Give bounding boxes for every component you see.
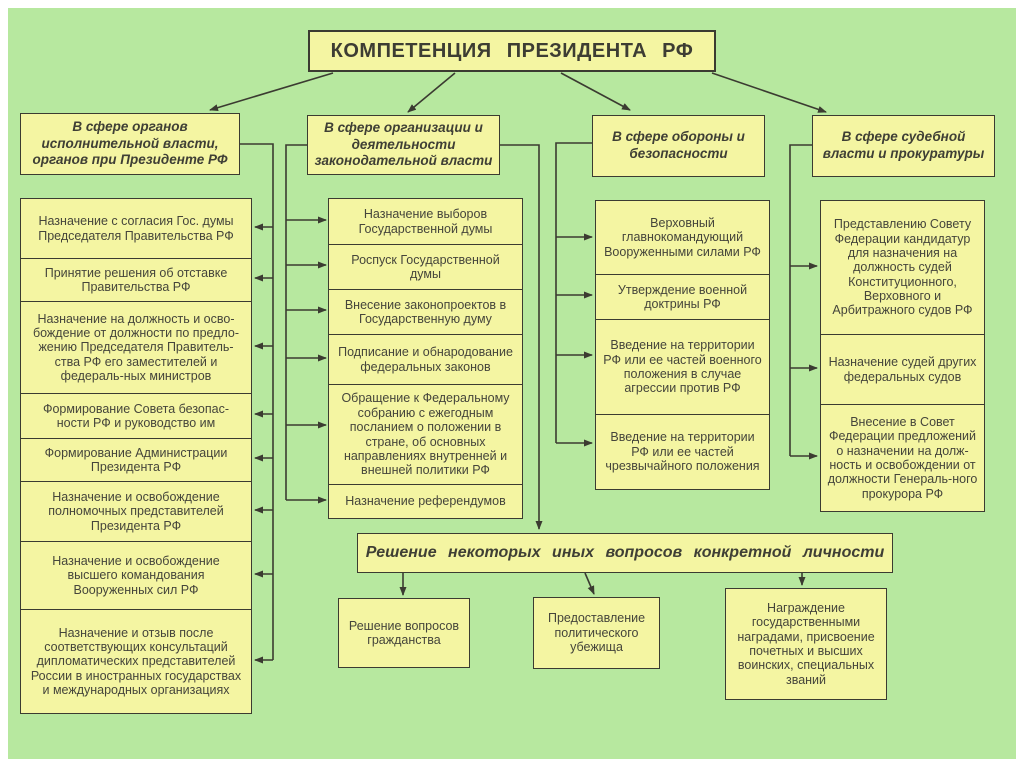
column-2-item: Обращение к Федеральному собранию с ежегодным посланием о положении в стране, об основных направлениях внутренней и внешней политики РФ xyxy=(329,384,522,484)
column-2-item: Назначение референдумов xyxy=(329,484,522,518)
column-2-item: Подписание и обнародование федеральных законов xyxy=(329,334,522,384)
column-3-header: В сфере обороны и безопасности xyxy=(592,115,765,177)
column-1-items xyxy=(20,198,252,714)
column-1-header: В сфере органов исполнительной власти, органов при Президенте РФ xyxy=(20,113,240,175)
column-1-item: Формирование Администрации Президента РФ xyxy=(21,438,251,481)
bottom-item-citizenship: Решение вопросов гражданства xyxy=(338,598,470,668)
column-1-item: Назначение и освобождение полномочных представителей Президента РФ xyxy=(21,481,251,541)
column-2-item: Назначение выборов Государственной думы xyxy=(358,207,493,236)
column-4-items xyxy=(820,200,985,512)
bottom-item-asylum: Предоставление политического убежища xyxy=(533,597,660,669)
column-4-item: Внесение в Совет Федерации предложений о назначении на долж-ность и освобождении от должности Генераль-ного прокурора РФ xyxy=(821,404,984,511)
banner-other-questions: Решение некоторых иных вопросов конкретной личности xyxy=(357,533,893,573)
column-3-item: Введение на территории РФ или ее частей чрезвычайного положения xyxy=(596,414,769,489)
column-1-item: Принятие решения об отставке Правительства РФ xyxy=(21,258,251,301)
column-4-header: В сфере судебной власти и прокуратуры xyxy=(812,115,995,177)
column-4-item: Представлению Совету Федерации кандидатур для назначения на должность судей Конституционного, Верховного и Арбитражного судов РФ xyxy=(832,217,973,318)
column-3-item: Введение на территории РФ или ее частей военного положения в случае агрессии против РФ xyxy=(596,319,769,414)
bottom-item-awards: Награждение государственными наградами, присвоение почетных и высших воинских, специальных званий xyxy=(725,588,887,700)
column-1-item: Формирование Совета безопас-ности РФ и руководство им xyxy=(21,393,251,438)
column-3-items xyxy=(595,200,770,490)
column-1-item: Назначение и отзыв после соответствующих консультаций дипломатических представителей России в иностранных государствах и международных организациях xyxy=(21,609,251,713)
column-3-item: Утверждение военной доктрины РФ xyxy=(596,274,769,319)
column-4-item: Назначение судей других федеральных судов xyxy=(821,334,984,404)
column-1-item: Назначение на должность и осво-бождение от должности по предло-жению Председателя Правитель-ства РФ его заместителей и федераль-ных министров xyxy=(21,301,251,393)
column-2-item: Роспуск Государственной думы xyxy=(329,244,522,289)
column-2-header: В сфере организации и деятельности законодательной власти xyxy=(307,115,500,175)
column-1-item: Назначение с согласия Гос. думы Председателя Правительства РФ xyxy=(38,214,234,243)
column-3-item: Верховный главнокомандующий Вооруженными силами РФ xyxy=(604,215,761,259)
diagram-title: КОМПЕТЕНЦИЯ ПРЕЗИДЕНТА РФ xyxy=(308,30,716,72)
column-2-item: Внесение законопроектов в Государственную думу xyxy=(329,289,522,334)
column-2-items xyxy=(328,198,523,519)
column-1-item: Назначение и освобождение высшего командования Вооруженных сил РФ xyxy=(21,541,251,609)
